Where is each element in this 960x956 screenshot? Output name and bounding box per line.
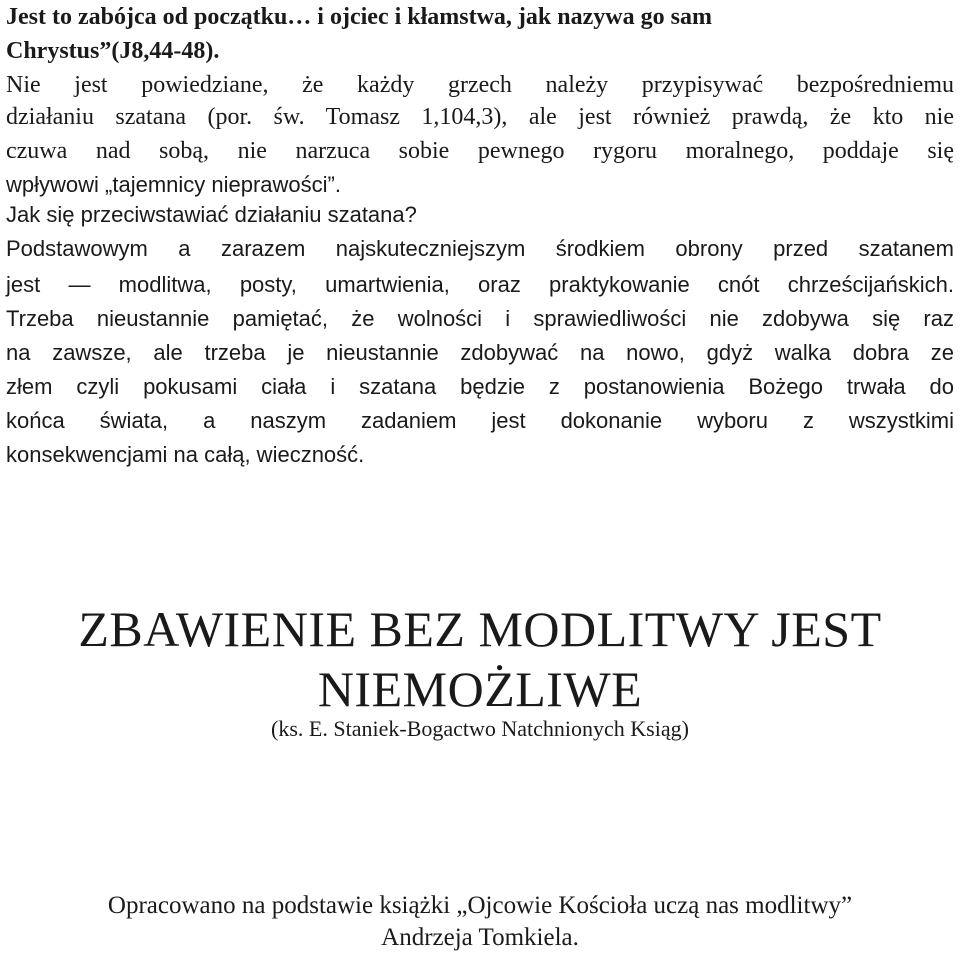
paragraph2-line-3 (6, 302, 954, 336)
paragraph2-line-5 (6, 370, 954, 404)
paragraph1-line-1 (6, 68, 954, 102)
paragraph2-line-6-text: końca świata, a naszym zadaniem jest dokonanie wyboru z wszystkimi (6, 408, 954, 433)
intro-line-1: Jest to zabójca od początku… i ojciec i kłamstwa, jak nazywa go sam (6, 4, 712, 30)
paragraph2-line-5-text: złem czyli pokusami ciała i szatana będzie z postanowienia Bożego trwała do (6, 374, 954, 399)
paragraph1-line-1-text: Nie jest powiedziane, że każdy grzech należy przypisywać bezpośredniemu (6, 72, 954, 98)
paragraph2-line-2-text: jest — modlitwa, posty, umartwienia, oraz praktykowanie cnót chrześcijańskich. (6, 272, 954, 297)
paragraph2-line-4-text: na zawsze, ale trzeba je nieustannie zdobywać na nowo, gdyż walka dobra ze (6, 340, 954, 365)
paragraph2-line-1 (6, 232, 954, 266)
paragraph2-line-2 (6, 268, 954, 302)
question-heading: Jak się przeciwstawiać działaniu szatana? (6, 202, 417, 227)
intro-line-2 (6, 34, 219, 68)
source-citation: (ks. E. Staniek-Bogactwo Natchnionych Ksiąg) (271, 716, 689, 741)
paragraph2-line-6 (6, 404, 954, 438)
paragraph2-line-7: konsekwencjami na całą, wieczność. (6, 442, 365, 467)
paragraph2-line-3-text: Trzeba nieustannie pamiętać, że wolności i sprawiedliwości nie zdobywa się raz (6, 306, 954, 331)
headline-line-2: NIEMOŻLIWE (317, 661, 643, 717)
footer-line-1: Opracowano na podstawie książki „Ojcowie Kościoła uczą nas modlitwy” (107, 892, 853, 919)
paragraph1-line-4: wpływowi „tajemnicy nieprawości”. (6, 172, 341, 197)
paragraph2-line-1-text: Podstawowym a zarazem najskuteczniejszym środkiem obrony przed szatanem (6, 236, 954, 261)
paragraph1-line-2 (6, 100, 954, 134)
paragraph1-line-3 (6, 134, 954, 168)
paragraph1-line-3-text: czuwa nad sobą, nie narzuca sobie pewnego rygoru moralnego, poddaje się (6, 138, 954, 164)
paragraph1-line-2-text: działaniu szatana (por. św. Tomasz 1,104,3), ale jest również prawdą, że kto nie (6, 104, 954, 130)
paragraph2-line-4 (6, 336, 954, 370)
footer-line-2: Andrzeja Tomkiela. (381, 924, 579, 951)
headline-line-1: ZBAWIENIE BEZ MODLITWY JEST (78, 601, 882, 657)
intro-line-2-text: Chrystus”(J8,44-48). (6, 38, 220, 64)
